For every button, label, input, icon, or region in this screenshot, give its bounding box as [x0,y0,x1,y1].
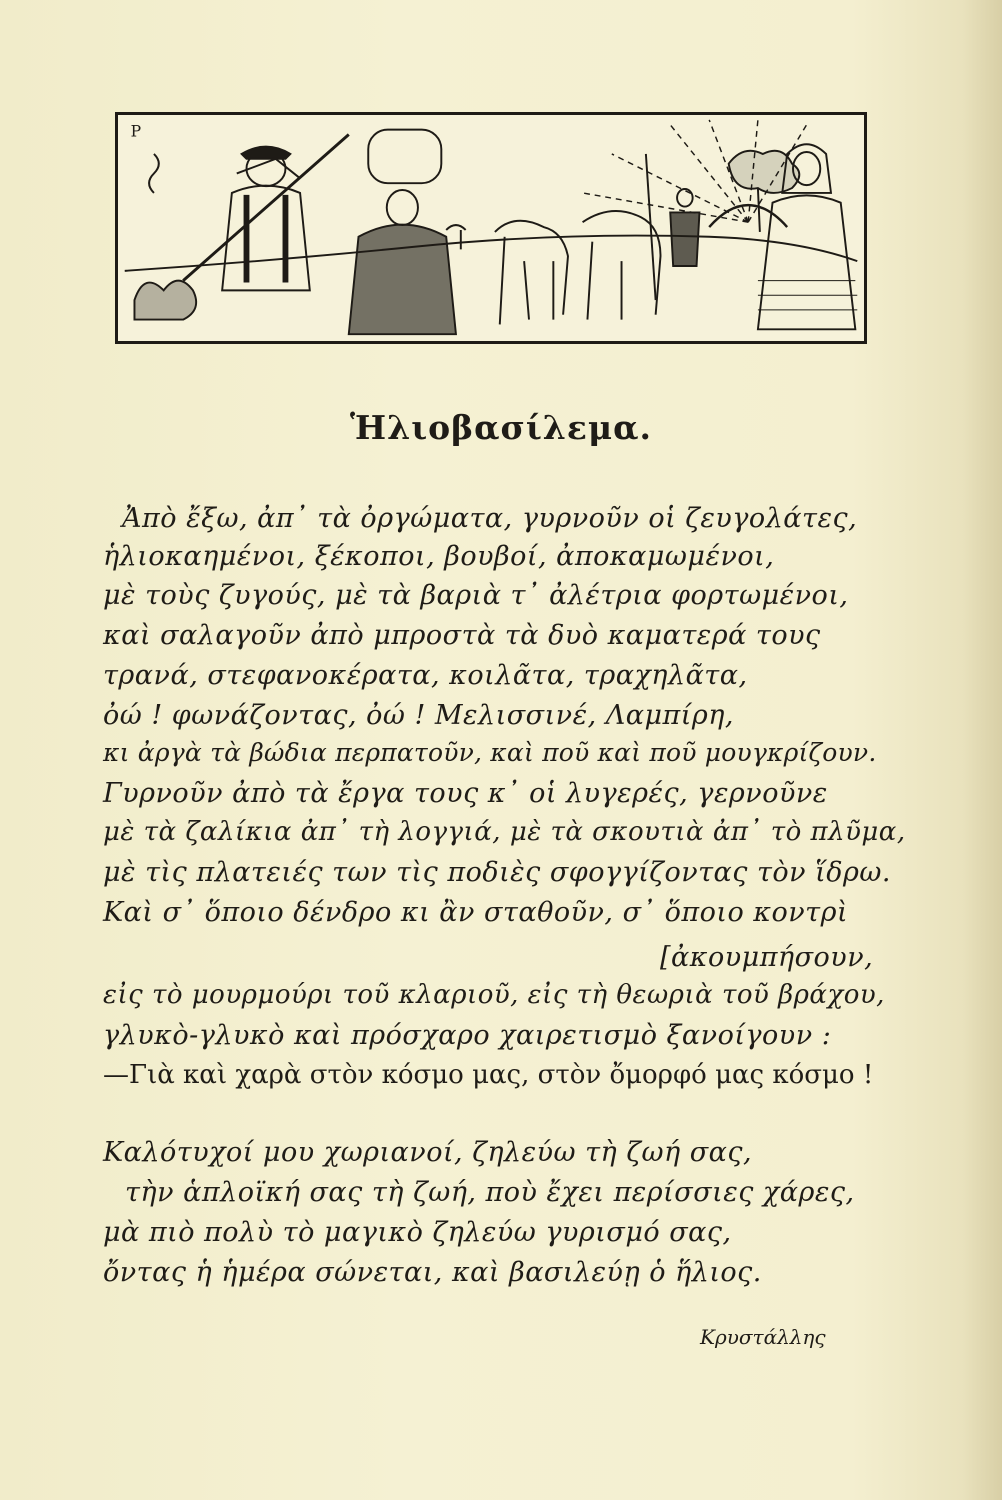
monogram-text: P [130,122,142,141]
poem-line: ὄντας ἡ ἡμέρα σώνεται, καὶ βασιλεύῃ ὁ ἥλιος. [103,1257,762,1288]
poem-line: μὲ τὶς πλατειές των τὶς ποδιὲς σφογγίζοντας τὸν ἵδρω. [103,857,891,888]
village-sunset-illustration-icon [118,115,864,341]
poem-line: μὲ τοὺς ζυγούς, μὲ τὰ βαριὰ τ᾿ ἀλέτρια φορτωμένοι, [103,580,849,611]
poem-line: εἰς τὸ μουρμούρι τοῦ κλαριοῦ, εἰς τὴ θεωριὰ τοῦ βράχου, [103,980,885,1010]
poem-line: Ἀπὸ ἔξω, ἀπ᾿ τὰ ὀργώματα, γυρνοῦν οἱ ζευγολάτες, [122,503,858,534]
poem-line: ἡλιοκαημένοι, ξέκοποι, βουβοί, ἀποκαμωμένοι, [103,541,775,572]
poem-line: μὰ πιὸ πολὺ τὸ μαγικὸ ζηλεύω γυρισμό σας, [103,1217,732,1248]
poem-line: τρανά, στεφανοκέρατα, κοιλᾶτα, τραχηλᾶτα, [103,660,748,691]
poem-line: γλυκὸ-γλυκὸ καὶ πρόσχαρο χαιρετισμὸ ξανοίγουν : [103,1020,832,1051]
poem-line: ὀώ ! φωνάζοντας, ὀώ ! Μελισσινέ, Λαμπίρη, [103,700,734,731]
poem-line: καὶ σαλαγοῦν ἀπὸ μπροστὰ τὰ δυὸ καματερά τους [103,620,821,651]
header-illustration [115,112,867,344]
poem-line-greeting: —Γιὰ καὶ χαρὰ στὸν κόσμο μας, στὸν ὄμορφό μας κόσμο ! [103,1060,874,1090]
poem-line: τὴν ἁπλοϊκή σας τὴ ζωή, ποὺ ἔχει περίσσιες χάρες, [125,1177,855,1208]
poem-line: μὲ τὰ ζαλίκια ἀπ᾿ τὴ λογγιά, μὲ τὰ σκουτιὰ ἀπ᾿ τὸ πλῦμα, [103,817,906,847]
author-signature: Κρυστάλλης [700,1325,826,1349]
poem-line: Καὶ σ᾿ ὅποιο δένδρο κι ἂν σταθοῦν, σ᾿ ὅποιο κοντρὶ [103,897,849,928]
poem-title: Ἡλιοβασίλεμα. [349,408,653,447]
poem-line: κι ἀργὰ τὰ βώδια περπατοῦν, καὶ ποῦ καὶ ποῦ μουγκρίζουν. [103,738,877,767]
poem-line-continuation: [ἀκουμπήσουν, [660,942,874,973]
poem-line: Καλότυχοί μου χωριανοί, ζηλεύω τὴ ζωή σας, [103,1137,753,1168]
poem-line: Γυρνοῦν ἀπὸ τὰ ἔργα τους κ᾿ οἱ λυγερές, γερνοῦνε [103,778,828,809]
